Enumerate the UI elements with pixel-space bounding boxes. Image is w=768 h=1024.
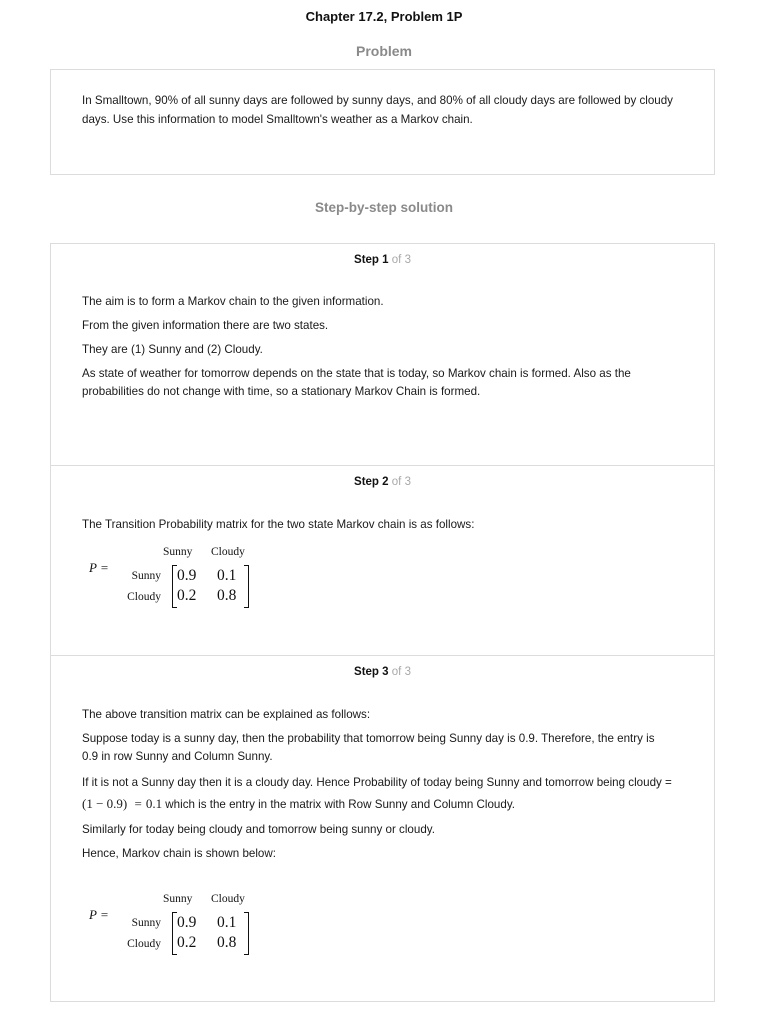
problem-box: [50, 69, 715, 175]
step-2-label: Step 2 of 3: [354, 476, 411, 488]
matrix-cell: 0.1: [217, 914, 237, 931]
matrix-row-header: Cloudy: [127, 938, 161, 950]
step-3-paragraph: Suppose today is a sunny day, then the probability that tomorrow being Sunny day is 0.9. Therefore, the entry is 0.9 in row Sunny and Column Sunny.: [82, 732, 655, 763]
matrix-col-header: Cloudy: [211, 546, 245, 558]
matrix-row-header: Cloudy: [127, 591, 161, 603]
solution-heading: Step-by-step solution: [315, 200, 453, 215]
step-1-paragraph: As state of weather for tomorrow depends on the state that is today, so Markov chain is formed. Also as the probabilities do not change with time, so a stationary Markov Chain is formed.: [82, 367, 631, 398]
matrix-row-header: Sunny: [131, 917, 161, 929]
matrix-right-bracket: [244, 565, 249, 608]
matrix-cell: 0.9: [177, 567, 197, 584]
matrix-cell: 0.2: [177, 587, 197, 604]
transition-matrix: [87, 544, 267, 614]
problem-text: In Smalltown, 90% of all sunny days are followed by sunny days, and 80% of all cloudy days are followed by cloudy days. Use this information to model Smalltown's weather as a Markov chain.: [82, 94, 673, 126]
inline-expression: (1 − 0.9): [82, 796, 128, 811]
step-1-label: Step 1 of 3: [354, 254, 411, 266]
step-2-paragraph: The Transition Probability matrix for the two state Markov chain is as follows:: [82, 518, 475, 531]
matrix-right-bracket: [244, 912, 249, 955]
page-title: Chapter 17.2, Problem 1P: [305, 9, 463, 24]
matrix-col-header: Sunny: [163, 546, 193, 558]
markov-chain-matrix: [87, 891, 267, 961]
step-3-paragraph: Hence, Markov chain is shown below:: [82, 847, 276, 860]
inline-equals: =: [134, 796, 142, 811]
inline-result: 0.1: [145, 796, 163, 811]
step-2: [50, 465, 715, 656]
matrix-col-header: Cloudy: [211, 893, 245, 905]
step-3: [50, 655, 715, 1002]
step-1-paragraph: They are (1) Sunny and (2) Cloudy.: [82, 343, 263, 356]
matrix-cell: 0.1: [217, 567, 237, 584]
matrix-label: P =: [89, 560, 109, 575]
matrix-cell: 0.8: [217, 587, 237, 604]
matrix-row-header: Sunny: [131, 570, 161, 582]
step-3-label: Step 3 of 3: [354, 666, 411, 678]
step-1-paragraph: The aim is to form a Markov chain to the given information.: [82, 295, 384, 308]
matrix-label: P =: [89, 907, 109, 922]
matrix-cell: 0.8: [217, 934, 237, 951]
matrix-cell: 0.2: [177, 934, 197, 951]
step-3-paragraph: The above transition matrix can be explained as follows:: [82, 708, 371, 721]
matrix-cell: 0.9: [177, 914, 197, 931]
problem-heading: Problem: [355, 43, 412, 59]
step-1: [50, 243, 715, 466]
step-1-paragraph: From the given information there are two states.: [82, 319, 329, 332]
step-3-paragraph: Similarly for today being cloudy and tomorrow being sunny or cloudy.: [82, 823, 435, 836]
matrix-col-header: Sunny: [163, 893, 193, 905]
step-3-paragraph: If it is not a Sunny day then it is a cloudy day. Hence Probability of today being Sunny and tomorrow being cloudy = (1 − 0.9) = 0.1 which is the entry in the matrix with Row Sunny and Column Cloudy.: [82, 776, 672, 811]
